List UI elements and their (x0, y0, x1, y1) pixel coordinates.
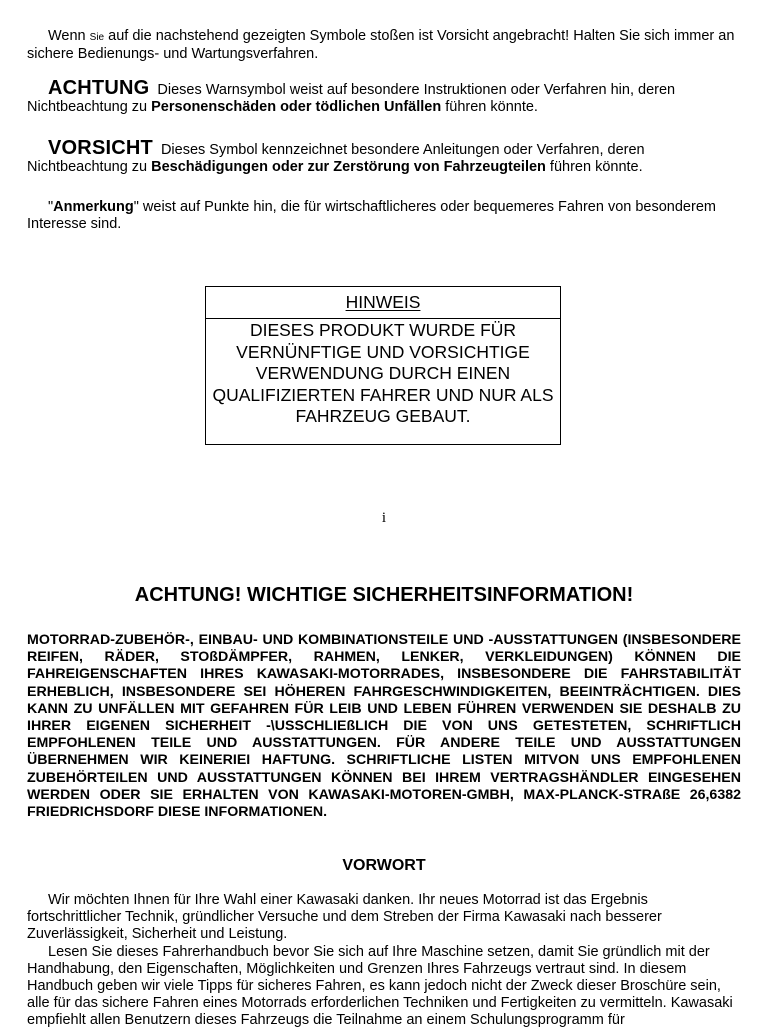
anmerkung-bold-text: Anmerkung (53, 199, 134, 215)
safety-heading: ACHTUNG! WICHTIGE SICHERHEITSINFORMATION! (134, 584, 634, 606)
vorwort-p1-text: Wir möchten Ihnen für Ihre Wahl einer Kawasaki danken. Ihr neues Motorrad ist das Ergebnis fortschrittlicher Technik, gründlicher Versuche und dem Streben der Firma Kawasaki nach besserer Zuverlässigkeit, Sicherheit und Leistung. (27, 892, 662, 943)
achtung-paragraph (27, 77, 739, 116)
vorwort-paragraph-2 (27, 944, 739, 1030)
intro-sie-small: Sie (89, 32, 105, 43)
vorwort-p2-text: Lesen Sie dieses Fahrerhandbuch bevor Sie sich auf Ihre Maschine setzen, damit Sie gründlich mit der Handhabung, den Eigenschaften, Möglichkeiten und Grenzen Ihres Fahrzeugs vertraut sind. In diesem Handbuch geben wir viele Tipps für sicheres Fahren, es kann jedoch nicht der Zweck dieser Broschüre sein, alle für das sichere Fahren eines Motorrads erforderlichen Techniken und Fertigkeiten zu vermitteln. Kawasaki empfiehlt allen Benutzern dieses Fahrzeugs die Teilnahme an einem Schulungsprogramm für (27, 943, 733, 1029)
vorsicht-paragraph (27, 137, 739, 176)
achtung-bold-text: Personenschäden oder tödlichen Unfällen (151, 99, 442, 115)
hinweis-body: DIESES PRODUKT WURDE FÜR VERNÜNFTIGE UND VORSICHTIGE VERWENDUNG DURCH EINEN QUALIFIZIERTEN FAHRER UND NUR ALS FAHRZEUG GEBAUT. (212, 320, 554, 426)
vorsicht-symbol-word: VORSICHT (48, 137, 153, 159)
intro-paragraph (27, 28, 739, 63)
vorsicht-text-end: führen könnte. (545, 159, 643, 175)
vorwort-body (27, 892, 739, 1030)
page-number: i (381, 510, 387, 526)
intro-text-start: Wenn (48, 28, 90, 44)
hinweis-title: HINWEIS (206, 287, 560, 319)
anmerkung-quote: " (48, 199, 54, 215)
achtung-symbol-word: ACHTUNG (48, 77, 150, 99)
vorsicht-text-start: Dieses Symbol kennzeichnet besondere Anleitungen oder Verfahren, deren Nichtbeachtung zu (27, 142, 645, 175)
intro-text-end: auf die nachstehend gezeigten Symbole stoßen ist Vorsicht angebracht! Halten Sie sich immer an sichere Bedienungs- und Wartungsverfahren. (27, 28, 735, 62)
vorsicht-bold-text: Beschädigungen oder zur Zerstörung von Fahrzeugteilen (151, 159, 546, 175)
anmerkung-text-end: " weist auf Punkte hin, die für wirtschaftlicheres oder bequemeres Fahren von besonderem Interesse sind. (27, 199, 716, 232)
achtung-text-start: Dieses Warnsymbol weist auf besondere Instruktionen oder Verfahren hin, deren Nichtbeachtung zu (27, 82, 676, 115)
vorwort-heading: VORWORT (342, 857, 426, 874)
hinweis-box (205, 286, 561, 445)
safety-warning-text: MOTORRAD-ZUBEHÖR-, EINBAU- UND KOMBINATIONSTEILE UND -AUSSTATTUNGEN (INSBESONDERE REIFEN, RÄDER, STOßDÄMPFER, RAHMEN, LENKER, VERKLEIDUNGEN) KÖNNEN DIE FAHREIGENSCHAFTEN IHRES KAWASAKI-MOTORRADES, INSBESONDERE DIE FAHRSTABILITÄT ERHEBLICH, INSBESONDERE SEI HÖHEREN FAHRGESCHWINDIGKEITEN, BEEINTRÄCHTIGEN. DIES KANN ZU UNFÄLLEN MIT GEFAHREN FÜR LEIB UND LEBEN FÜHREN VERWENDEN SIE DESHALB ZU IHRER EIGENEN SICHERHEIT -\USSCHLIEßLICH DIE VON UNS GETESTETEN, SCHRIFTLICH EMPFOHLENEN TEILE UND AUSSTATTUNGEN. FÜR ANDERE TEILE UND AUSSTATTUNGEN ÜBERNEHMEN WIR KEINERIEI HAFTUNG. SCHRIFTLICHE LISTEN MITVON UNS EMPFOHLENEN ZUBEHÖRTEILEN UND AUSSTATTUNGEN KÖNNEN BEI IHREM VERTRAGSHÄNDLER EINGESEHEN WERDEN ODER SIE ERHALTEN VON KAWASAKI-MOTOREN-GMBH, MAX-PLANCK-STRAßE 26,6382 FRIEDRICHSDORF DIESE INFORMATIONEN. (27, 632, 741, 821)
anmerkung-paragraph (27, 199, 739, 233)
vorwort-paragraph-1 (27, 892, 739, 944)
achtung-text-end: führen könnte. (441, 99, 538, 115)
